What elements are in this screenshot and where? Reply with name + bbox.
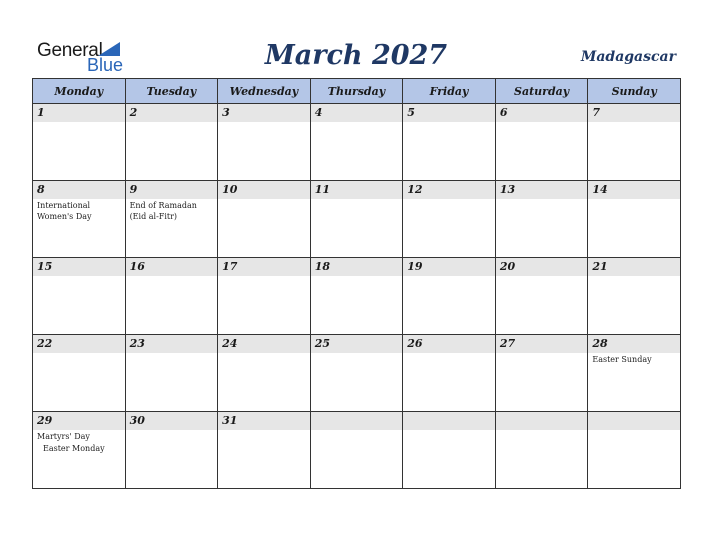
week-row (33, 181, 681, 258)
day-number: 21 (588, 258, 680, 276)
day-cell (310, 258, 403, 335)
day-number (403, 412, 495, 430)
day-cell (310, 412, 403, 489)
day-cell (33, 181, 126, 258)
day-cell (125, 335, 218, 412)
weekday-header-row (33, 79, 681, 104)
day-number: 29 (33, 412, 125, 430)
day-number: 9 (126, 181, 218, 199)
weekday-header: Saturday (495, 79, 588, 104)
day-number: 3 (218, 104, 310, 122)
holiday-event: End of Ramadan (Eid al-Fitr) (129, 201, 197, 221)
day-cell (218, 181, 311, 258)
day-cell (588, 412, 681, 489)
day-cell (218, 412, 311, 489)
day-cell (218, 258, 311, 335)
day-cell (33, 104, 126, 181)
day-number: 22 (33, 335, 125, 353)
day-number (588, 412, 680, 430)
day-number: 20 (496, 258, 588, 276)
day-cell (125, 412, 218, 489)
day-number: 8 (33, 181, 125, 199)
day-number: 1 (33, 104, 125, 122)
day-number: 28 (588, 335, 680, 353)
day-cell (403, 258, 496, 335)
weekday-header: Friday (403, 79, 496, 104)
day-cell (33, 412, 126, 489)
day-number (496, 412, 588, 430)
holiday-event: Martyrs' Day (37, 432, 90, 441)
holiday-event: Easter Sunday (592, 355, 652, 364)
day-cell (495, 181, 588, 258)
day-number: 12 (403, 181, 495, 199)
day-cell (125, 104, 218, 181)
day-number: 31 (218, 412, 310, 430)
day-cell (403, 181, 496, 258)
day-number: 25 (311, 335, 403, 353)
day-number: 23 (126, 335, 218, 353)
day-number: 19 (403, 258, 495, 276)
day-cell (310, 104, 403, 181)
day-number: 4 (311, 104, 403, 122)
logo-text-general: General (37, 40, 103, 61)
day-number: 26 (403, 335, 495, 353)
country-label: Madagascar (580, 49, 676, 65)
holiday-event: Easter Monday (43, 444, 105, 453)
weekday-header: Sunday (588, 79, 681, 104)
day-number: 27 (496, 335, 588, 353)
day-number: 16 (126, 258, 218, 276)
day-cell (588, 335, 681, 412)
day-cell (495, 335, 588, 412)
day-number (311, 412, 403, 430)
day-number: 15 (33, 258, 125, 276)
day-number: 18 (311, 258, 403, 276)
week-row (33, 258, 681, 335)
day-number: 24 (218, 335, 310, 353)
day-cell (588, 104, 681, 181)
day-number: 7 (588, 104, 680, 122)
day-number: 30 (126, 412, 218, 430)
day-cell (495, 412, 588, 489)
weekday-header: Tuesday (125, 79, 218, 104)
week-row (33, 335, 681, 412)
calendar-grid (32, 78, 681, 489)
day-cell (403, 335, 496, 412)
day-number: 11 (311, 181, 403, 199)
day-cell (403, 412, 496, 489)
day-number: 17 (218, 258, 310, 276)
day-cell (310, 335, 403, 412)
page-title: March 2027 (264, 40, 448, 71)
day-cell (125, 181, 218, 258)
day-cell (403, 104, 496, 181)
day-cell (33, 258, 126, 335)
day-cell (495, 258, 588, 335)
day-number: 13 (496, 181, 588, 199)
day-cell (588, 181, 681, 258)
day-number: 14 (588, 181, 680, 199)
week-row (33, 412, 681, 489)
day-cell (218, 335, 311, 412)
weekday-header: Thursday (310, 79, 403, 104)
logo-text-blue: Blue (87, 55, 124, 75)
day-cell (125, 258, 218, 335)
day-number: 10 (218, 181, 310, 199)
day-number: 2 (126, 104, 218, 122)
holiday-event: International Women's Day (37, 201, 92, 221)
day-cell (588, 258, 681, 335)
week-row (33, 104, 681, 181)
day-number: 5 (403, 104, 495, 122)
day-cell (310, 181, 403, 258)
day-cell (495, 104, 588, 181)
weekday-header: Monday (33, 79, 126, 104)
day-cell (218, 104, 311, 181)
day-cell (33, 335, 126, 412)
day-number: 6 (496, 104, 588, 122)
weekday-header: Wednesday (218, 79, 311, 104)
